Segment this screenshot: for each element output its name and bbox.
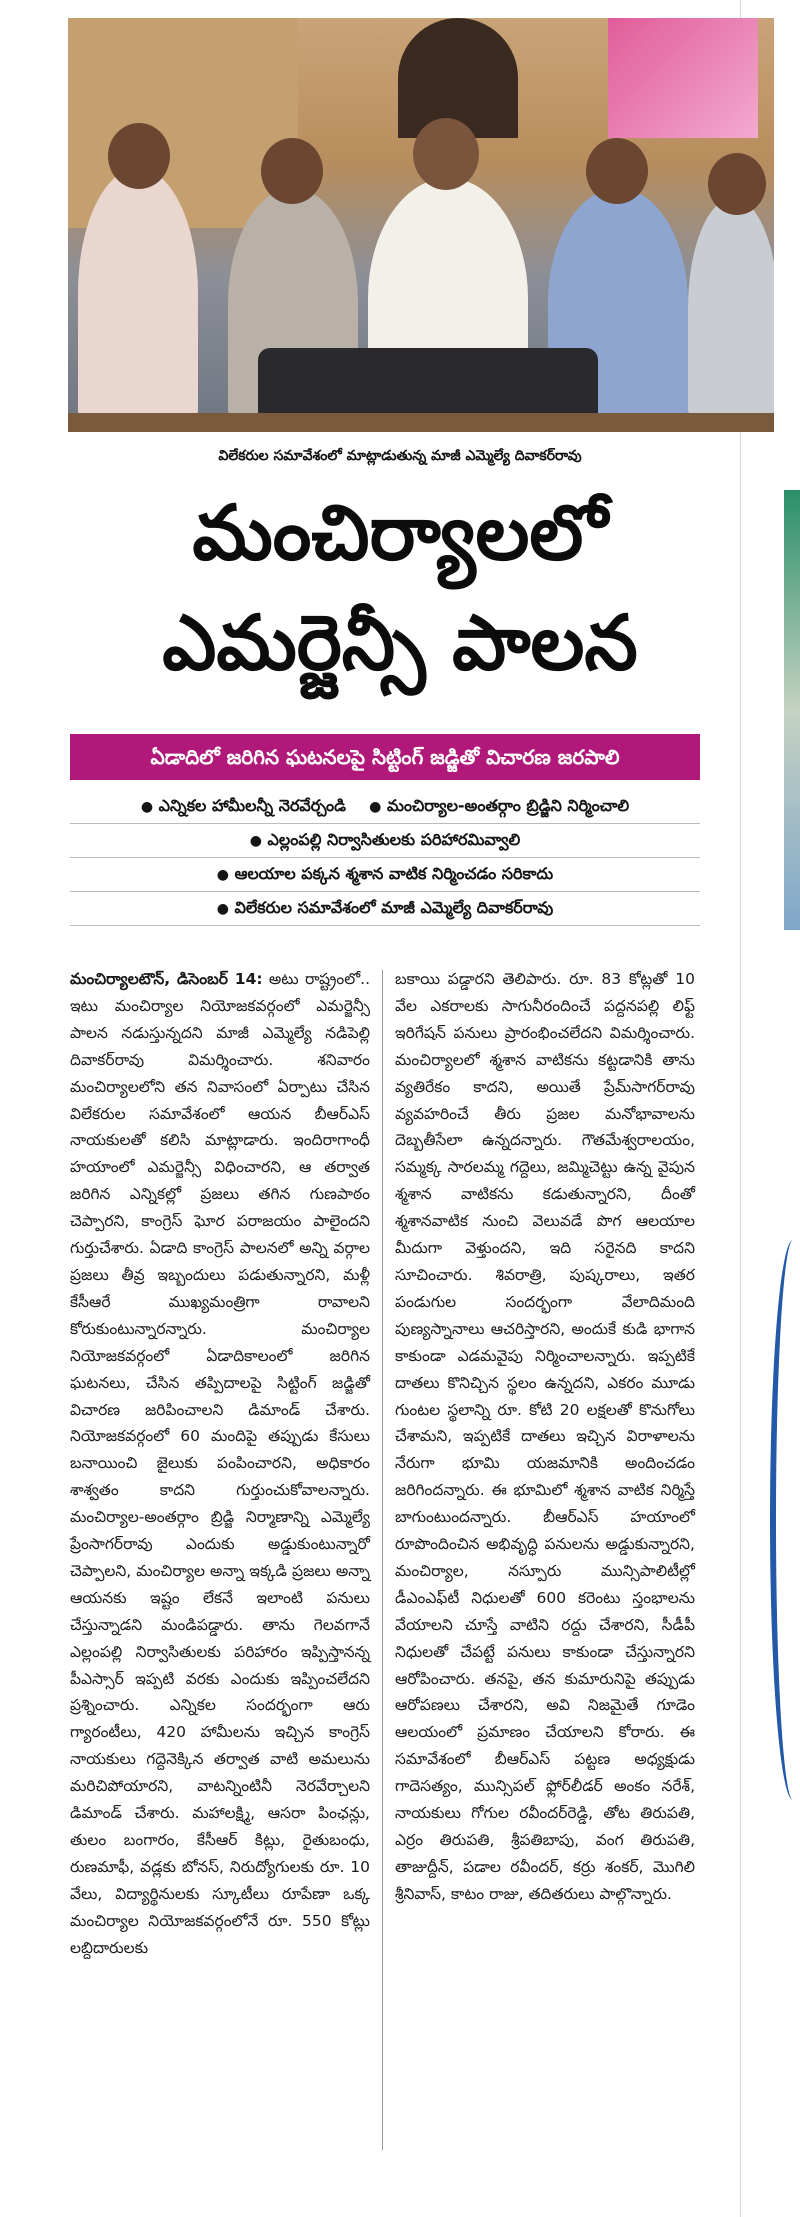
- bullet-dot-icon: ●: [140, 799, 154, 815]
- bullet-row: [70, 790, 700, 824]
- bullet-dot-icon: ●: [216, 867, 229, 883]
- headline-line-1: మంచిర్యాలలో: [192, 488, 608, 577]
- bullet-text: ఎల్లంపల్లి నిర్వాసితులకు పరిహారమివ్వాలి: [267, 830, 521, 849]
- article-column-1: [70, 966, 370, 1962]
- photo-person: [688, 198, 774, 418]
- adjacent-page-curve: [770, 1240, 800, 1800]
- photo-poster: [608, 18, 758, 138]
- column-divider: [382, 970, 383, 2150]
- photo-table: [68, 413, 774, 432]
- article-body-part-2: బకాయి పడ్డారని తెలిపారు. రూ. 83 కోట్లతో 10 వేల ఎకరాలకు సాగునీరందించే పద్దనపల్లి లిఫ్ట్ ఇరిగేషన్ పనులు ప్రారంభించలేదని విమర్శించారు. మంచిర్యాలలో శ్మశాన వాటికను కట్టడానికి తాను వ్యతిరేకం కాదని, అయితే ప్రేమ్‌సాగర్‌రావు వ్యవహరించే తీరు ప్రజల మనోభావాలను దెబ్బతీసేలా ఉన్నదన్నారు. గౌతమేశ్వరాలయం, సమ్మక్క సారలమ్మ గద్దెలు, జమ్మిచెట్టు ఉన్న వైపున శ్మశాన వాటికను కడుతున్నారని, దీంతో శ్మశానవాటిక నుంచి వెలువడే పొగ ఆలయాల మీదుగా వెళ్తుందని, ఇది సరైనది కాదని సూచించారు. శివరాత్రి, పుష్కరాలు, ఇతర పండుగుల సందర్భంగా వేలాదిమంది పుణ్యస్నానాలు ఆచరిస్తారని, అందుకే కుడి భాగాన కాకుండా ఎడమవైపు నిర్మించాలన్నారు. ఇప్పటికే దాతలు కొనిచ్చిన స్థలం ఉన్నదని, ఎకరం మూడు గుంటల స్థలాన్ని రూ. కోటి 20 లక్షలతో కొనుగోలు చేశామని, ఇప్పటికే దాతలు ఇచ్చిన విరాళాలను నేరుగా భూమి యజమానికి అందించడం జరిగిందన్నారు. ఈ భూమిలో శ్మశాన వాటిక నిర్మిస్తే బాగుంటుందన్నారు. బీఆర్ఎస్ హయాంలో రూపొందించిన అభివృద్ధి పనులను అడ్డుకున్నారని, మంచిర్యాల, నస్పూరు మున్సిపాలిటీల్లో డీఎంఎఫ్‌టీ నిధులతో 600 కరెంటు స్తంభాలను వేయాలని చూస్తే వాటిని రద్దు చేశారని, సీడీపీ నిధులతో చేపట్టే పనులు కాకుండా చేస్తున్నారని ఆరోపించారు. తనపై, తన కుమారునిపై తప్పుడు ఆరోపణలు చేశారని, అవి నిజమైతే గూడెం ఆలయంలో ప్రమాణం చేయాలని కోరారు. ఈ సమావేశంలో బీఆర్ఎస్ పట్టణ అధ్యక్షుడు గాదెసత్యం, మున్సిపల్ ఫ్లోర్‌లీడర్ అంకం నరేశ్, నాయకులు గోగుల రవీందర్‌రెడ్డి, తోట తిరుపతి, ఎర్రం తిరుపతి, శ్రీపతిబాపు, వంగ తిరుపతి, తాజుద్దీన్, పడాల రవీందర్, కర్రు శంకర్, మొగిలి శ్రీనివాస్, కాటం రాజు, తదితరులు పాల్గొన్నారు.: [395, 970, 695, 1903]
- bullet-dot-icon: ●: [369, 799, 382, 815]
- bullet-text: ఆలయాల పక్కన శ్మశాన వాటిక నిర్మించడం సరికాదు: [234, 864, 554, 883]
- bullet-row: [70, 858, 700, 892]
- bullet-row: [70, 824, 700, 858]
- adjacent-page-strip: [784, 490, 800, 930]
- press-meet-photo: [68, 18, 774, 432]
- bullet-dot-icon: ●: [249, 833, 262, 849]
- photo-person-head: [108, 123, 170, 189]
- headline-line-2: ఎమర్జెన్సీ పాలన: [162, 598, 638, 687]
- highlight-bullets: [70, 790, 700, 926]
- bullet-text: ఎన్నికల హామీలన్నీ నెరవేర్చండి: [158, 796, 346, 815]
- photo-person-head: [261, 138, 323, 204]
- subheadline-banner: ఏడాదిలో జరిగిన ఘటనలపై సిట్టింగ్ జడ్జితో విచారణ జరపాలి: [70, 734, 700, 780]
- photo-person-head: [708, 153, 766, 215]
- bullet-row: [70, 892, 700, 926]
- photo-person: [78, 168, 198, 418]
- bullet-text: మంచిర్యాల-అంతర్గాం బ్రిడ్జిని నిర్మించాలి: [386, 796, 630, 815]
- article-body-part-1: అటు రాష్ట్రంలో.. ఇటు మంచిర్యాల నియోజకవర్గంలో ఎమర్జెన్సీ పాలన నడుస్తున్నదని మాజీ ఎమ్మెల్యే నడిపెల్లి దివాకర్‌రావు విమర్శించారు. శనివారం మంచిర్యాలలోని తన నివాసంలో ఏర్పాటు చేసిన విలేకరుల సమావేశంలో ఆయన బీఆర్ఎస్ నాయకులతో కలిసి మాట్లాడారు. ఇందిరాగాంధీ హయాంలో ఎమర్జెన్సీ విధించారని, ఆ తర్వాత జరిగిన ఎన్నికల్లో ప్రజలు తగిన గుణపాఠం చెప్పారని, కాంగ్రెస్ ఘోర పరాజయం పాలైందని గుర్తుచేశారు. ఏడాది కాంగ్రెస్ పాలనలో అన్ని వర్గాల ప్రజలు తీవ్ర ఇబ్బందులు పడుతున్నారని, మళ్లీ కేసీఆరే ముఖ్యమంత్రిగా రావాలని కోరుకుంటున్నారన్నారు. మంచిర్యాల నియోజకవర్గంలో ఏడాదికాలంలో జరిగిన ఘటనలు, చేసిన తప్పిదాలపై సిట్టింగ్ జడ్జితో విచారణ జరిపించాలని డిమాండ్ చేశారు. నియోజకవర్గంలో 60 మందిపై తప్పుడు కేసులు బనాయించి జైలుకు పంపించారని, అధికారం శాశ్వతం కాదని గుర్తుంచుకోవాలన్నారు. మంచిర్యాల-అంతర్గాం బ్రిడ్జి నిర్మాణాన్ని ఎమ్మెల్యే ప్రేంసాగర్‌రావు ఎందుకు అడ్డుకుంటున్నారో చెప్పాలని, మంచిర్యాల అన్నా ఇక్కడి ప్రజలు అన్నా ఆయనకు ఇష్టం లేకనే ఇలాంటి పనులు చేస్తున్నాడని మండిపడ్డారు. తాను గెలవగానే ఎల్లంపల్లి నిర్వాసితులకు పరిహారం ఇప్పిస్తానన్న పీఎస్సార్ ఇప్పటి వరకు ఎందుకు ఇప్పించలేదని ప్రశ్నించారు. ఎన్నికల సందర్భంగా ఆరు గ్యారంటీలు, 420 హామీలను ఇచ్చిన కాంగ్రెస్ నాయకులు గద్దెనెక్కిన తర్వాత వాటి అమలును మరిచిపోయారని, వాటన్నింటినీ నెరవేర్చాలని డిమాండ్ చేశారు. మహాలక్ష్మి, ఆసరా పింఛన్లు, తులం బంగారం, కేసీఆర్ కిట్లు, రైతుబంధు, రుణమాఫీ, వడ్లకు బోనస్, నిరుద్యోగులకు రూ. 10 వేలు, విద్యార్థినులకు స్కూటీలు రూపేణా ఒక్క మంచిర్యాల నియోజకవర్గంలోనే రూ. 550 కోట్లు లబ్దిదారులకు: [70, 970, 370, 1957]
- bullet-text: విలేకరుల సమావేశంలో మాజీ ఎమ్మెల్యే దివాకర్‌రావు: [234, 898, 554, 917]
- bullet-dot-icon: ●: [216, 901, 229, 917]
- photo-person-head: [413, 118, 479, 190]
- photo-caption: విలేకరుల సమావేశంలో మాట్లాడుతున్న మాజీ ఎమ్మెల్యే దివాకర్‌రావు: [218, 448, 582, 464]
- article-dateline: మంచిర్యాలటౌన్, డిసెంబర్ 14:: [70, 970, 263, 988]
- article-column-2: [395, 966, 695, 1908]
- photo-person-head: [586, 138, 648, 204]
